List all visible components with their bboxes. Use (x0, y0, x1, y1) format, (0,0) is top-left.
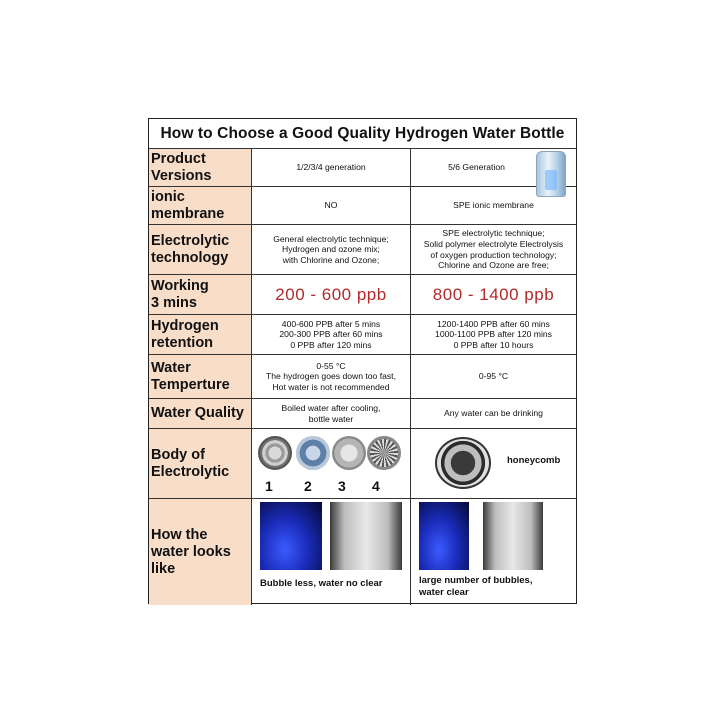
blue-water-photo (260, 502, 322, 570)
row-label: Product Versions (151, 150, 212, 184)
old-gen-value: 1/2/3/4 generation (296, 162, 366, 173)
row-label: ionic membrane (151, 188, 225, 222)
honeycomb-electrode-image (435, 437, 491, 489)
honeycomb-label: honeycomb (507, 455, 561, 466)
electrode-number: 2 (304, 478, 312, 494)
electrode-disc-image (332, 436, 366, 470)
row-label: How the water looks like (151, 526, 231, 577)
row-hydrogen-retention (149, 315, 576, 355)
row-label: Electrolytic technology (151, 232, 230, 266)
row-product-versions (149, 149, 576, 187)
row-water-temperature (149, 355, 576, 399)
blue-water-photo (419, 502, 469, 570)
new-gen-value: 5/6 Generation (448, 162, 505, 173)
row-ionic-membrane (149, 187, 576, 225)
table-title: How to Choose a Good Quality Hydrogen Water Bottle (149, 119, 576, 149)
old-gen-value: 0-55 °C The hydrogen goes down too fast, Hot water is not recommended (266, 360, 396, 392)
row-working-3-mins (149, 275, 576, 315)
cloudy-water-photo (330, 502, 402, 570)
old-gen-value: NO (324, 200, 338, 211)
row-label: Body of Electrolytic (151, 446, 230, 480)
old-gen-value: Boiled water after cooling, bottle water (281, 402, 381, 424)
old-gen-value: General electrolytic technique; Hydrogen and ozone mix; with Chlorine and Ozone; (273, 233, 389, 265)
row-water-quality (149, 399, 576, 429)
clear-water-photo (483, 502, 543, 570)
old-gen-ppb: 200 - 600 ppb (275, 284, 387, 304)
row-water-looks (149, 499, 576, 605)
old-gen-caption: Bubble less, water no clear (260, 578, 383, 589)
new-gen-ppb: 800 - 1400 ppb (432, 284, 555, 304)
electrode-number: 4 (372, 478, 380, 494)
new-gen-value: 1200-1400 PPB after 60 mins 1000-1100 PPB after 120 mins 0 PPB after 10 hours (435, 318, 552, 350)
row-body-of-electrolytic (149, 429, 576, 499)
comparison-table (148, 118, 577, 604)
new-gen-value: SPE ionic membrane (453, 200, 534, 211)
electrode-number: 1 (265, 478, 273, 494)
new-gen-value: SPE electrolytic technique; Solid polymer electrolyte Electrolysis of oxygen production technology; Chlorine and Ozone are free; (423, 228, 564, 271)
electrode-disc-image (367, 436, 401, 470)
row-label: Water Quality (151, 405, 244, 421)
electrode-number: 3 (338, 478, 346, 494)
electrode-disc-image (258, 436, 292, 470)
electrode-disc-image (296, 436, 330, 470)
new-gen-value: 0-95 °C (478, 371, 509, 382)
row-label: Hydrogen retention (151, 317, 219, 351)
new-gen-caption: large number of bubbles, water clear (419, 575, 533, 598)
new-gen-value: Any water can be drinking (444, 408, 543, 419)
old-gen-value: 400-600 PPB after 5 mins 200-300 PPB after 60 mins 0 PPB after 120 mins (279, 318, 383, 350)
row-electrolytic-technology (149, 225, 576, 275)
row-label: Water Temperture (151, 359, 230, 393)
row-label: Working 3 mins (151, 277, 209, 311)
